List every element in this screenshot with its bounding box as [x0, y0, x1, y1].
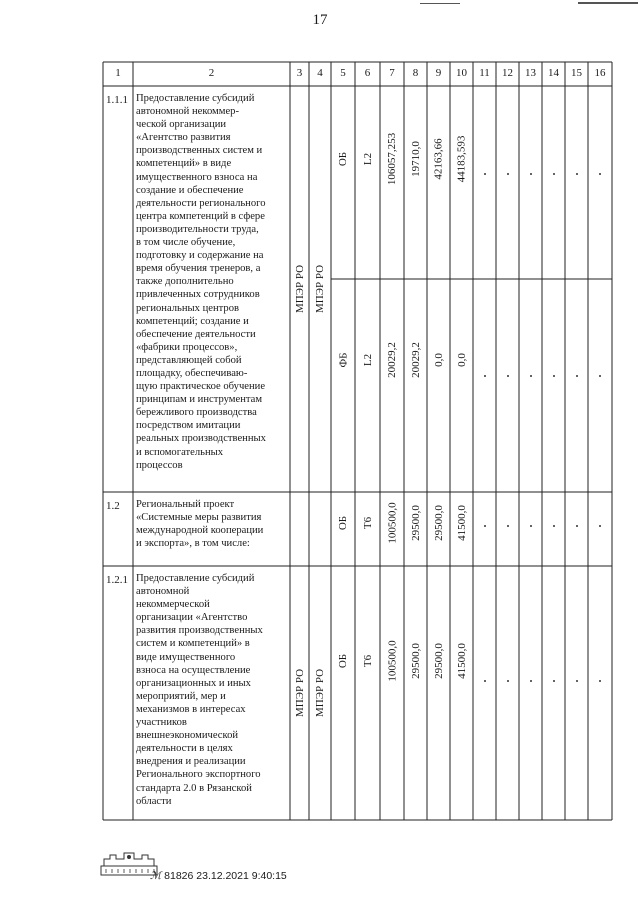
value-col9: 0,0: [432, 352, 445, 367]
value-col7: 20029,2: [385, 341, 398, 378]
empty-cell-mark: [507, 525, 509, 527]
value-col6: Т6: [361, 516, 374, 529]
column-header: 10: [456, 67, 467, 79]
value-col7: 106057,253: [386, 133, 399, 186]
executor-cell: МПЭР РО: [293, 668, 306, 718]
empty-cell-mark: [530, 173, 532, 175]
scan-mark: [420, 3, 460, 4]
empty-cell-mark: [507, 680, 509, 682]
empty-cell-mark: [484, 525, 486, 527]
signature-mark-icon: ℳ: [150, 871, 162, 882]
row-description: Предоставление субсидий автономной некоммерческой организации «Агентство развития производственных систем и компетенций» в виде имущественного взноса на осуществление организационных и иных мероприятий, мер и механизмов в интересах участников внешнеэкономической деятельности в целях внедрения и реализации Регионального экспортного стандарта 2.0 в Рязанской области: [136, 573, 263, 807]
empty-cell-mark: [484, 375, 486, 377]
value-col8: 19710,0: [409, 141, 422, 178]
value-col7: 100500,0: [386, 502, 399, 544]
empty-cell-mark: [599, 375, 601, 377]
value-col10: 41500,0: [455, 504, 468, 541]
empty-cell-mark: [530, 375, 532, 377]
value-col7: 100500,0: [386, 640, 399, 683]
empty-cell-mark: [484, 173, 486, 175]
value-col5: ОБ: [337, 152, 350, 167]
column-header: 1: [115, 67, 121, 79]
empty-cell-mark: [530, 680, 532, 682]
empty-cell-mark: [576, 525, 578, 527]
value-col5: ОБ: [337, 515, 350, 530]
value-col5: ОБ: [337, 654, 350, 669]
empty-cell-mark: [599, 680, 601, 682]
value-col10: 0,0: [455, 352, 468, 367]
column-header: 14: [548, 67, 559, 79]
document-footer: [150, 870, 287, 882]
page-number: 17: [312, 12, 328, 28]
value-col10: 44183,593: [455, 136, 468, 183]
column-header: 3: [296, 67, 303, 79]
column-header: 15: [571, 67, 582, 79]
scan-mark: [578, 2, 638, 4]
empty-cell-mark: [553, 375, 555, 377]
column-header: 9: [435, 67, 442, 79]
row-description: Предоставление субсидий автономной некоммер- ческой организации «Агентство развития производственных систем и компетенций» в виде имущественного взноса на создание и обеспечение деятельности регионального центра компетенций в сфере производительности труда, в том числе обучение, подготовку и содержание на время обучения тренеров, а также дополнительно привлеченных сотрудников региональных центров компетенций; создание и обеспечение деятельности «фабрики процессов», представляющей собой площадку, обеспечиваю- щую практическое обучение принципам и инструментам бережливого производства посредством имитации реальных производственных и вспомогательных процессов: [136, 93, 266, 471]
value-col9: 29500,0: [432, 504, 445, 541]
row-number: 1.2: [106, 500, 120, 512]
column-header: 12: [502, 67, 513, 79]
value-col6: L2: [361, 353, 374, 366]
empty-cell-mark: [530, 525, 532, 527]
column-header: 4: [317, 67, 323, 79]
value-col9: 42163,66: [432, 138, 445, 181]
column-header: 13: [525, 67, 536, 79]
value-col6: L2: [361, 153, 374, 166]
column-header: 11: [479, 67, 490, 79]
column-header: 7: [389, 67, 395, 79]
empty-cell-mark: [576, 680, 578, 682]
value-col10: 41500,0: [455, 643, 468, 680]
value-col8: 29500,0: [409, 504, 422, 541]
column-header: 2: [208, 67, 215, 79]
row-number: 1.2.1: [106, 574, 128, 586]
column-header: 8: [412, 67, 419, 79]
empty-cell-mark: [553, 173, 555, 175]
empty-cell-mark: [553, 525, 555, 527]
value-col8: 20029,2: [409, 341, 422, 378]
empty-cell-mark: [599, 525, 601, 527]
column-header: 16: [594, 67, 606, 79]
registration-stamp: 81826 23.12.2021 9:40:15: [164, 870, 287, 882]
value-col6: Т6: [361, 655, 374, 668]
column-header: 5: [340, 67, 346, 79]
empty-cell-mark: [599, 173, 601, 175]
value-col8: 29500,0: [409, 643, 422, 680]
empty-cell-mark: [507, 375, 509, 377]
value-col9: 29500,0: [432, 643, 445, 680]
empty-cell-mark: [507, 173, 509, 175]
empty-cell-mark: [484, 680, 486, 682]
empty-cell-mark: [553, 680, 555, 682]
empty-cell-mark: [576, 173, 578, 175]
empty-cell-mark: [576, 375, 578, 377]
row-description: Региональный проект «Системные меры развития международной кооперации и экспорта», в том числе:: [136, 499, 264, 550]
co-executor-cell: МПЭР РО: [314, 264, 327, 314]
co-executor-cell: МПЭР РО: [314, 668, 327, 718]
row-number: 1.1.1: [106, 94, 128, 106]
column-header: 6: [364, 67, 371, 79]
executor-cell: МПЭР РО: [293, 264, 306, 314]
value-col5: ФБ: [337, 352, 350, 368]
